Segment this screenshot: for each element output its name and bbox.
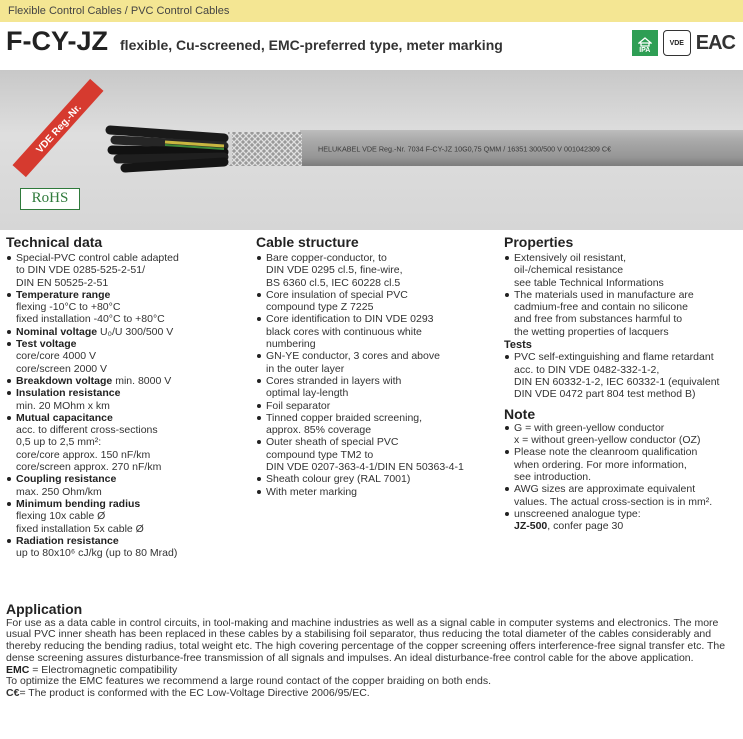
technical-heading: Technical data [6, 234, 103, 250]
technical-data: Technical data Special-PVC control cable adapted to DIN VDE 0285-525-2-51/ DIN EN 50525-2-51 Temperature range flexing -10°C to +80°C fixed installation -40°C to +80°C Nominal voltage U₀/U 300/500 V Test voltage core/core 4000 V core/screen 2000 V Breakdown voltage min. 8000 V Insulation resistance min. 20 MOhm x km Mutual capacitance acc. to different cross-sections 0,5 up to 2,5 mm²: core/core approx. 150 nF/km core/screen approx. 270 nF/km Coupling resistance max. 250 Ohm/km Minimum bending radius flexing 10x cable Ø fixed installation 5x cable Ø Radiation resistance up to 80x10⁶ cJ/kg (up to 80 Mrad) [6, 235, 251, 559]
list-item: Coupling resistance [6, 473, 251, 485]
cable-structure [256, 235, 501, 498]
list-item: Insulation resistance [6, 387, 251, 399]
list-item: Foil separator [256, 400, 501, 412]
model-subtitle: flexible, Cu-screened, EMC-preferred type, meter marking [120, 37, 503, 53]
list-item: Core identification to DIN VDE 0293 black cores with continuous white numbering [256, 313, 501, 350]
list-item: Outer sheath of special PVC compound type TM2 to DIN VDE 0207-363-4-1/DIN EN 50363-4-1 [256, 436, 501, 473]
list-item: Tinned copper braided screening, approx. 85% coverage [256, 412, 501, 437]
list-item: Core insulation of special PVC compound type Z 7225 [256, 289, 501, 314]
application-section [6, 601, 738, 700]
ipa-logo: IPA [632, 30, 658, 56]
list-item: Mutual capacitance [6, 412, 251, 424]
application-heading: Application [6, 601, 83, 617]
list-item: Extensively oil resistant, oil-/chemical resistance see table Technical Informations [504, 252, 740, 289]
list-item: AWG sizes are approximate equivalent values. The actual cross-section is in mm². [504, 483, 740, 508]
note-heading: Note [504, 405, 536, 422]
ce-mark: C€ [6, 686, 20, 699]
vde-stamp: VDE Reg.-Nr. [34, 102, 84, 156]
emc-recommendation: To optimize the EMC features we recommend a large round contact of the copper braiding on both ends. [6, 675, 492, 688]
breadcrumb: Flexible Control Cables / PVC Control Cables [0, 0, 743, 22]
sheath-print: HELUKABEL VDE Reg.-Nr. 7034 F-CY-JZ 10G0,75 QMM / 16351 300/500 V 001042309 C€ [318, 144, 612, 154]
list-item: G = with green-yellow conductor x = without green-yellow conductor (OZ) [504, 422, 740, 447]
properties [504, 235, 740, 533]
model-name: F-CY-JZ [6, 26, 109, 56]
page-title [6, 26, 503, 62]
structure-heading: Cable structure [256, 234, 359, 250]
list-item: Sheath colour grey (RAL 7001) [256, 473, 501, 485]
list-item: Bare copper-conductor, to DIN VDE 0295 cl.5, fine-wire, BS 6360 cl.5, IEC 60228 cl.5 [256, 252, 501, 289]
list-item: Breakdown voltage min. 8000 V [6, 375, 251, 387]
list-item: With meter marking [256, 486, 501, 498]
list-item: Test voltage [6, 338, 251, 350]
rohs-logo: RoHS [20, 188, 80, 210]
list-item: PVC self-extinguishing and flame retardant acc. to DIN VDE 0482-332-1-2, DIN EN 60332-1-2, IEC 60332-1 (equivalent DIN VDE 0472 part 804 test method B) [504, 351, 740, 400]
list-item: Cores stranded in layers with optimal lay-length [256, 375, 501, 400]
emc-definition: EMC = Electromagnetic compatibility [6, 663, 178, 676]
eac-logo: EAC [695, 31, 735, 54]
certification-logos [632, 30, 735, 56]
list-item: unscreened analogue type: JZ-500, confer page 30 [504, 508, 740, 533]
ce-statement: C€= The product is conformed with the EC Low-Voltage Directive 2006/95/EC. [6, 686, 370, 699]
list-item: Temperature range [6, 289, 251, 301]
list-item: Special-PVC control cable adapted to DIN VDE 0285-525-2-51/ DIN EN 50525-2-51 [6, 252, 251, 289]
list-item: GN-YE conductor, 3 cores and above in the outer layer [256, 350, 501, 375]
cable-photo [0, 70, 743, 230]
list-item: Radiation resistance [6, 535, 251, 547]
properties-heading: Properties [504, 234, 574, 250]
application-text: For use as a data cable in control circuits, in tool-making and machine industries as well as a signal cable in computer systems and electronics. The more usual PVC inner sheath has been replaced in these cables by a stabilising foil separator, thus reducing the total diameter of the cables considerably and thereby reducing the bending radius, total weight etc. The high covering percentage of the copper screening offers interference-free signal transfer etc. The dense screening assures disturbance-free transmission of all signals and impulses. An ideal disturbance-free control cable for the above application. [6, 616, 726, 664]
list-item: Please note the cleanroom qualification when ordering. For more information, see introduction. [504, 446, 740, 483]
list-item: The materials used in manufacture are cadmium-free and contain no silicone and free from substances harmful to the wetting properties of lacquers [504, 289, 740, 338]
tests-heading: Tests [504, 339, 532, 352]
list-item: Minimum bending radius [6, 498, 251, 510]
list-item: Nominal voltage U₀/U 300/500 V [6, 326, 251, 338]
vde-logo: VDE [663, 30, 691, 56]
